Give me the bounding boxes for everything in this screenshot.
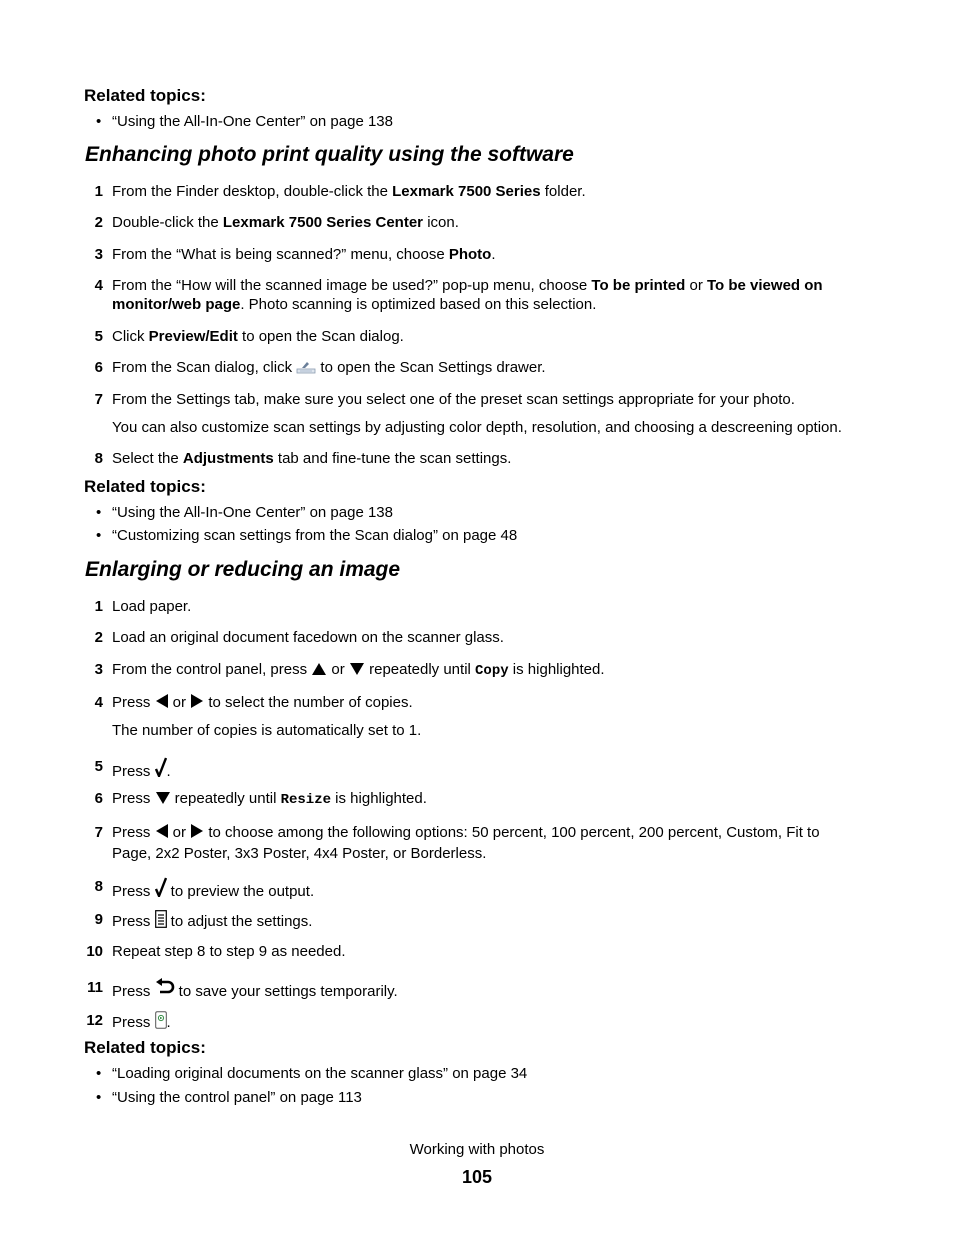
- back-icon[interactable]: [155, 978, 175, 1003]
- menu-icon[interactable]: [155, 910, 167, 933]
- list-item[interactable]: • “Using the All-In-One Center” on page 138: [96, 113, 393, 130]
- list-item[interactable]: • “Loading original documents on the scanner glass” on page 34: [96, 1065, 528, 1082]
- list-item[interactable]: • “Using the All-In-One Center” on page 138: [96, 504, 393, 521]
- scan-settings-icon[interactable]: [296, 358, 316, 379]
- check-icon[interactable]: [155, 877, 167, 902]
- list-item[interactable]: • “Using the control panel” on page 113: [96, 1089, 362, 1106]
- related-topics-heading: Related topics:: [84, 477, 206, 496]
- footer-section: Working with photos: [409, 1141, 545, 1158]
- up-arrow-icon[interactable]: [311, 662, 327, 681]
- list-item[interactable]: • “Customizing scan settings from the Scan dialog” on page 48: [96, 527, 518, 544]
- page-number: 105: [461, 1167, 493, 1187]
- right-arrow-icon[interactable]: [190, 823, 204, 844]
- related-topics-heading: Related topics:: [84, 1038, 206, 1057]
- down-arrow-icon[interactable]: [155, 791, 171, 810]
- left-arrow-icon[interactable]: [155, 823, 169, 844]
- left-arrow-icon[interactable]: [155, 693, 169, 714]
- related-topics-heading: Related topics:: [84, 86, 206, 105]
- step-note: The number of copies is automatically set to 1.: [112, 722, 422, 739]
- section-title: Enlarging or reducing an image: [85, 558, 401, 581]
- section-title: Enhancing photo print quality using the software: [85, 143, 574, 166]
- down-arrow-icon[interactable]: [349, 662, 365, 681]
- right-arrow-icon[interactable]: [190, 693, 204, 714]
- check-icon[interactable]: [155, 757, 167, 782]
- start-icon[interactable]: [155, 1011, 167, 1034]
- step-note: You can also customize scan settings by adjusting color depth, resolution, and choosing a descreening option.: [112, 419, 842, 436]
